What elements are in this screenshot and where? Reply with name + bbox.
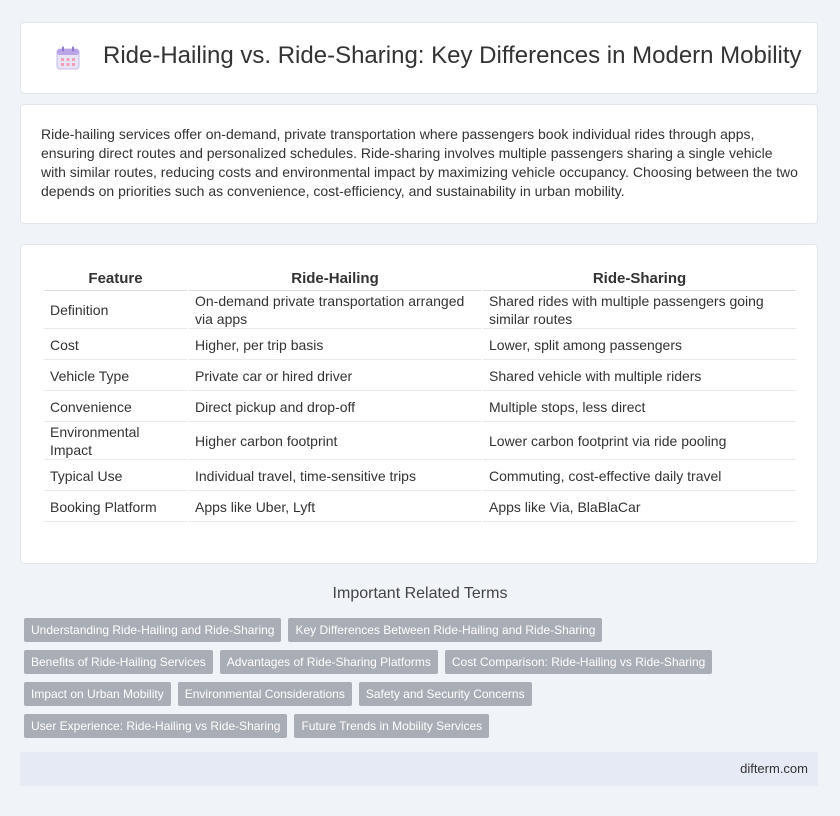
table-cell: Lower, split among passengers — [483, 330, 796, 360]
calendar-icon — [55, 45, 81, 71]
table-cell: Environmental Impact — [44, 423, 187, 460]
header-ride-hailing: Ride-Hailing — [189, 267, 481, 291]
table-cell: Higher carbon footprint — [189, 423, 481, 460]
table-row — [44, 361, 796, 391]
table-cell: Multiple stops, less direct — [483, 392, 796, 422]
related-term-link[interactable]: User Experience: Ride-Hailing vs Ride-Sharing — [24, 714, 287, 738]
related-term-link[interactable]: Cost Comparison: Ride-Hailing vs Ride-Sharing — [445, 650, 712, 674]
table-row — [44, 461, 796, 491]
table-header-row — [44, 267, 796, 291]
table-cell: Apps like Uber, Lyft — [189, 492, 481, 522]
table-cell: Individual travel, time-sensitive trips — [189, 461, 481, 491]
comparison-table — [42, 266, 798, 523]
page-title: Ride-Hailing vs. Ride-Sharing: Key Differences in Modern Mobility — [103, 42, 802, 69]
footer-site-link[interactable]: difterm.com — [740, 761, 808, 776]
footer — [20, 752, 818, 786]
table-row — [44, 392, 796, 422]
related-terms-list — [24, 618, 804, 746]
table-cell: Shared vehicle with multiple riders — [483, 361, 796, 391]
table-cell: Convenience — [44, 392, 187, 422]
table-cell: Booking Platform — [44, 492, 187, 522]
comparison-card — [20, 244, 818, 564]
related-terms-title: Important Related Terms — [332, 585, 508, 602]
table-row — [44, 492, 796, 522]
table-cell: Vehicle Type — [44, 361, 187, 391]
intro-card — [20, 104, 818, 224]
related-term-link[interactable]: Benefits of Ride-Hailing Services — [24, 650, 213, 674]
header-ride-sharing: Ride-Sharing — [483, 267, 796, 291]
related-term-link[interactable]: Safety and Security Concerns — [359, 682, 532, 706]
table-cell: Higher, per trip basis — [189, 330, 481, 360]
table-cell: Private car or hired driver — [189, 361, 481, 391]
table-cell: On-demand private transportation arranged via apps — [189, 292, 481, 329]
table-row — [44, 292, 796, 329]
table-cell: Typical Use — [44, 461, 187, 491]
related-term-link[interactable]: Impact on Urban Mobility — [24, 682, 171, 706]
table-cell: Cost — [44, 330, 187, 360]
table-cell: Definition — [44, 292, 187, 329]
related-term-link[interactable]: Key Differences Between Ride-Hailing and Ride-Sharing — [288, 618, 602, 642]
table-cell: Commuting, cost-effective daily travel — [483, 461, 796, 491]
table-cell: Direct pickup and drop-off — [189, 392, 481, 422]
related-term-link[interactable]: Advantages of Ride-Sharing Platforms — [220, 650, 438, 674]
related-term-link[interactable]: Environmental Considerations — [178, 682, 352, 706]
header-feature: Feature — [44, 267, 187, 291]
table-cell: Shared rides with multiple passengers going similar routes — [483, 292, 796, 329]
table-cell: Lower carbon footprint via ride pooling — [483, 423, 796, 460]
related-term-link[interactable]: Understanding Ride-Hailing and Ride-Sharing — [24, 618, 281, 642]
table-cell: Apps like Via, BlaBlaCar — [483, 492, 796, 522]
table-row — [44, 330, 796, 360]
table-row — [44, 423, 796, 460]
header-card — [20, 22, 818, 94]
intro-paragraph: Ride-hailing services offer on-demand, private transportation where passengers book individual rides through apps, ensuring direct routes and personalized schedules. Ride-sharing involves multiple passengers sharing a single vehicle with similar routes, reducing costs and environmental impact by maximizing vehicle occupancy. Choosing between the two depends on priorities such as convenience, cost-efficiency, and sustainability in urban mobility. — [41, 126, 798, 199]
related-term-link[interactable]: Future Trends in Mobility Services — [294, 714, 489, 738]
